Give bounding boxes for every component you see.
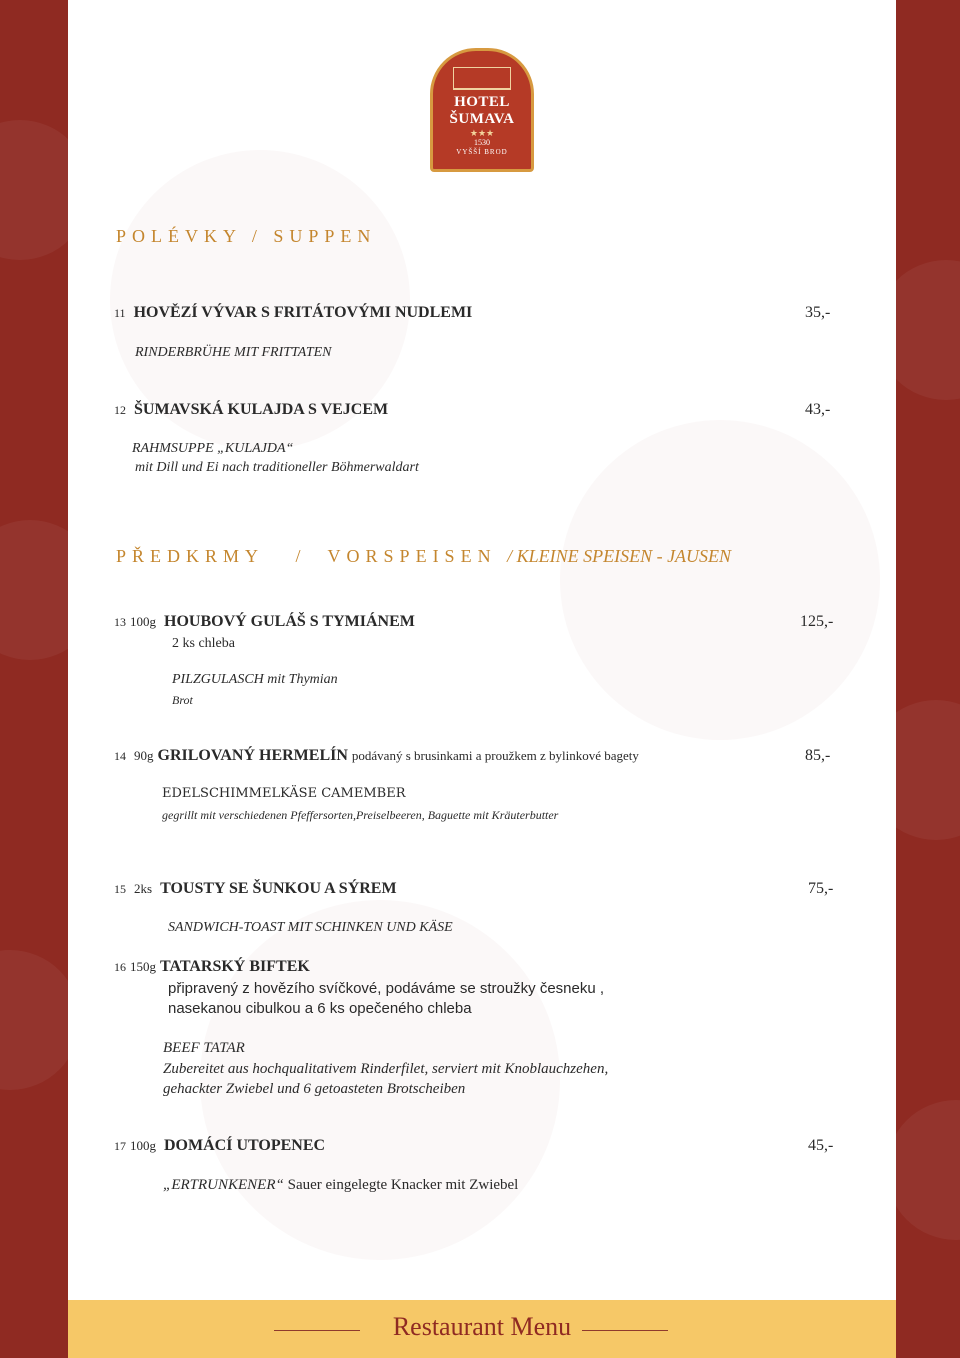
item-translation-detail: Brot [172, 693, 193, 707]
footer-rule-right [582, 1330, 668, 1331]
section-heading-starters [116, 546, 731, 567]
item-number: 12 [114, 403, 126, 417]
item-title: ŠUMAVSKÁ KULAJDA S VEJCEM [134, 401, 389, 418]
item-number: 16 [114, 960, 126, 974]
item-translation-name: „ERTRUNKENER“ [163, 1177, 284, 1193]
menu-item-13 [114, 613, 840, 631]
menu-item-14 [114, 747, 840, 765]
item-number: 14 [114, 749, 126, 763]
menu-item-15 [114, 880, 840, 898]
building-icon [453, 67, 511, 90]
item-description: podávaný s brusinkami a proužkem z bylinkové bagety [351, 748, 639, 763]
item-price: 45,- [808, 1137, 834, 1154]
item-translation-detail: gegrillt mit verschiedenen Pfeffersorten,Preiselbeeren, Baguette mit Kräuterbutter [162, 808, 559, 822]
item-price: 43,- [805, 401, 831, 418]
item-amount: 90g [134, 748, 154, 763]
item-translation-detail: mit Dill und Ei nach traditioneller Böhmerwaldart [135, 460, 419, 475]
menu-item-12 [114, 401, 840, 419]
item-side: 2 ks chleba [172, 636, 235, 651]
item-translation: EDELSCHIMMELKÄSE CAMEMBER [162, 786, 406, 801]
item-amount: 2ks [134, 881, 153, 896]
item-title: TOUSTY SE ŠUNKOU A SÝREM [160, 880, 397, 897]
logo-hotel: HOTEL [454, 94, 510, 110]
background-ornament [560, 420, 880, 740]
item-number: 11 [114, 306, 126, 320]
item-translation-detail-cont: gehackter Zwiebel und 6 getoasteten Brotscheiben [163, 1081, 466, 1097]
logo-town: VYŠŠÍ BROD [456, 148, 508, 156]
footer-title: Restaurant Menu [392, 1312, 572, 1341]
item-price: 125,- [800, 613, 834, 630]
menu-item-16 [114, 958, 840, 976]
hotel-logo [430, 48, 534, 172]
item-price: 85,- [805, 747, 831, 764]
heading-separator: / [295, 546, 307, 566]
item-translation-rest: Sauer eingelegte Knacker mit Zwiebel [283, 1177, 519, 1193]
menu-item-17 [114, 1137, 840, 1155]
item-title: DOMÁCÍ UTOPENEC [164, 1137, 326, 1154]
heading-cz: PŘEDKRMY [116, 546, 265, 566]
left-border [0, 0, 68, 1358]
logo-stars: ★★★ [469, 128, 495, 138]
logo-year: 1530 [474, 138, 490, 147]
item-translation: RINDERBRÜHE MIT FRITTATEN [135, 345, 332, 360]
item-number: 17 [114, 1139, 126, 1153]
item-number: 13 [114, 615, 126, 629]
item-number: 15 [114, 882, 126, 896]
item-translation: BEEF TATAR [163, 1040, 245, 1056]
item-title: HOVĚZÍ VÝVAR S FRITÁTOVÝMI NUDLEMI [133, 304, 473, 321]
heading-it: / KLEINE SPEISEN - JAUSEN [507, 546, 732, 566]
item-translation: PILZGULASCH mit Thymian [172, 672, 338, 687]
item-title: HOUBOVÝ GULÁŠ S TYMIÁNEM [164, 613, 415, 630]
item-description-cont: nasekanou cibulkou a 6 ks opečeného chleba [168, 1000, 472, 1017]
item-translation: SANDWICH-TOAST MIT SCHINKEN UND KÄSE [168, 920, 453, 935]
footer-banner [68, 1300, 896, 1358]
item-translation: RAHMSUPPE „KULAJDA“ [132, 441, 294, 456]
section-heading-soups: POLÉVKY / SUPPEN [116, 226, 377, 246]
item-description: připravený z hovězího svíčkové, podáváme se stroužky česneku , [168, 980, 605, 997]
menu-item-11 [114, 304, 840, 322]
item-translation-detail: Zubereitet aus hochqualitativem Rinderfilet, serviert mit Knoblauchzehen, [163, 1061, 609, 1077]
item-price: 35,- [805, 304, 831, 321]
item-amount: 100g [130, 614, 156, 629]
item-title: TATARSKÝ BIFTEK [160, 958, 310, 975]
item-title: GRILOVANÝ HERMELÍN [157, 747, 348, 764]
item-amount: 150g [130, 959, 156, 974]
right-border [896, 0, 960, 1358]
background-ornament [200, 900, 560, 1260]
item-amount: 100g [130, 1138, 156, 1153]
item-price: 75,- [808, 880, 834, 897]
item-translation [163, 1177, 518, 1194]
heading-de: VORSPEISEN [327, 546, 497, 566]
logo-name: ŠUMAVA [449, 111, 515, 127]
